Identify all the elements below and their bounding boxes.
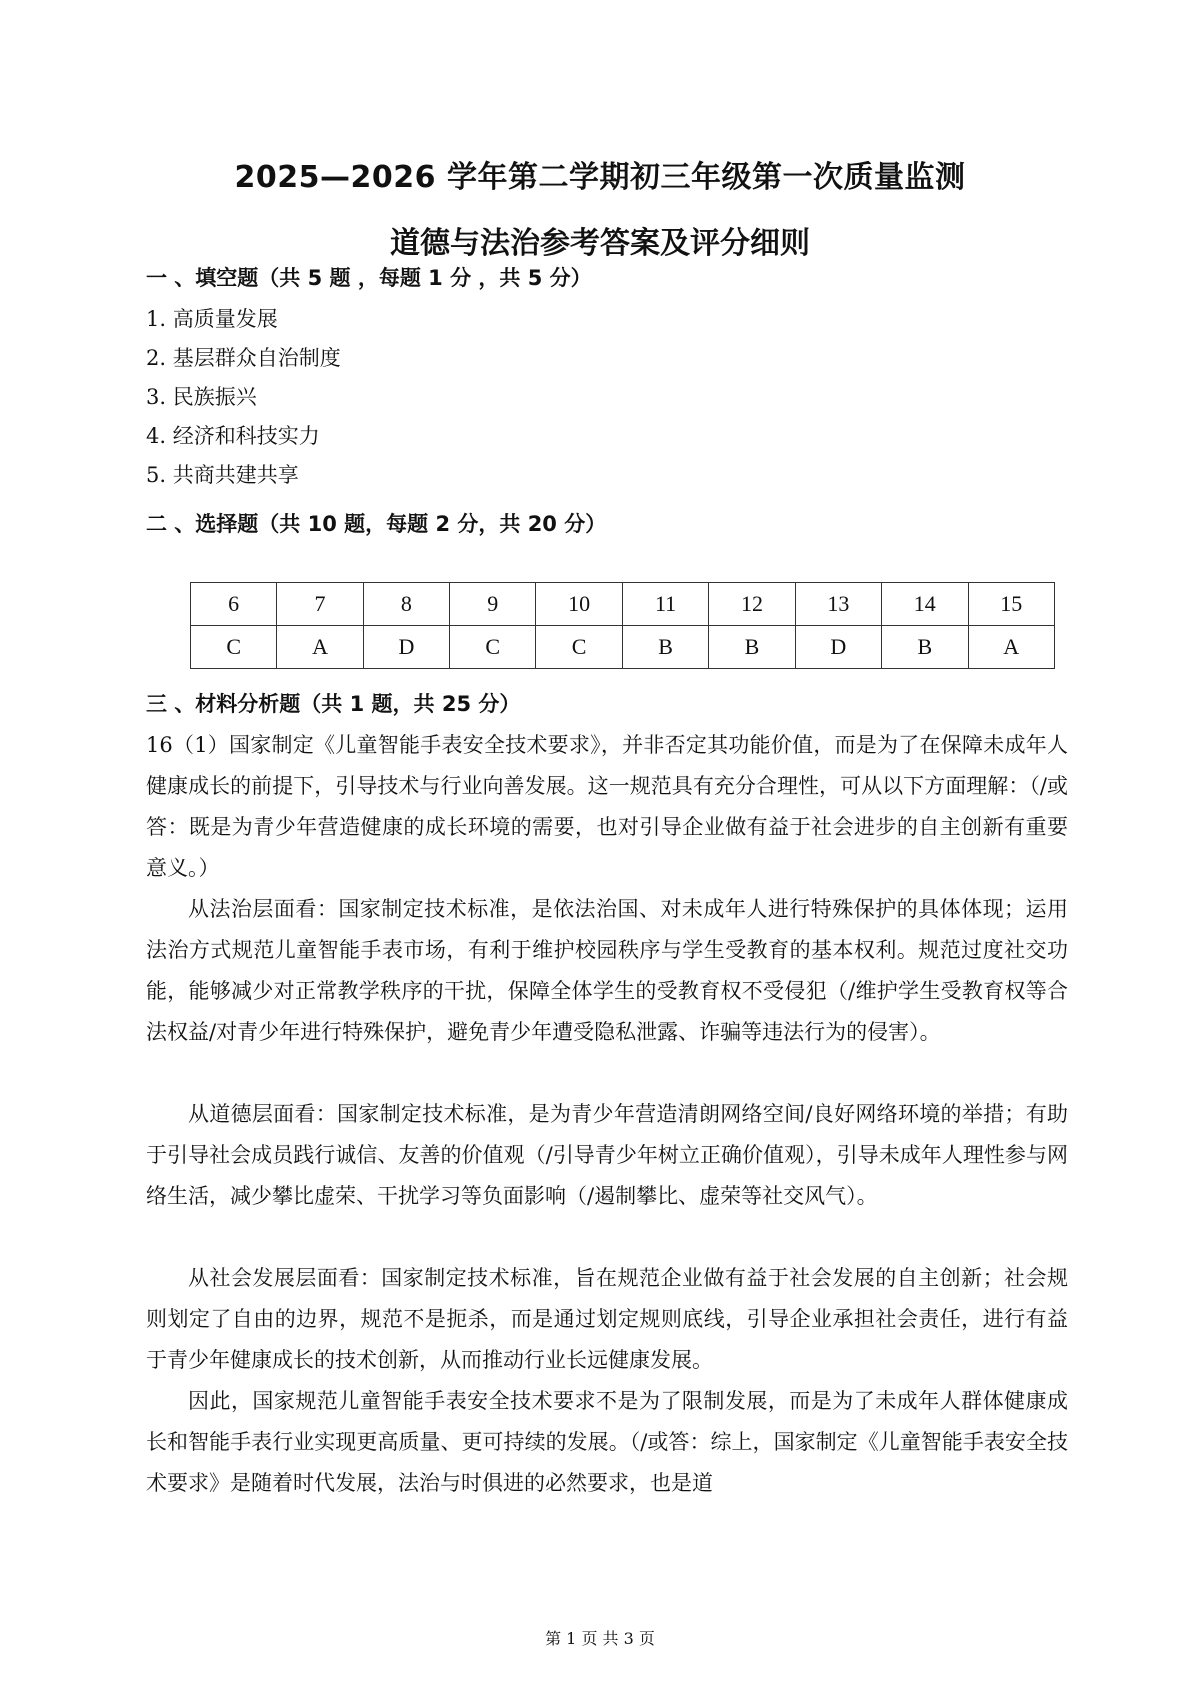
question-number: 7 [277, 583, 363, 626]
question-number: 8 [363, 583, 449, 626]
question-number: 9 [450, 583, 536, 626]
question-number: 12 [709, 583, 795, 626]
question-number: 11 [622, 583, 708, 626]
answer-cell: D [795, 626, 881, 669]
answer-cell: B [882, 626, 968, 669]
answer-row [191, 626, 1055, 669]
answer-cell: B [709, 626, 795, 669]
answer-cell: C [191, 626, 277, 669]
answer-cell: B [622, 626, 708, 669]
choice-answer-table [190, 582, 1055, 669]
answer-paragraph-society: 从社会发展层面看：国家制定技术标准，旨在规范企业做有益于社会发展的自主创新；社会规则划定了自由的边界，规范不是扼杀，而是通过划定规则底线，引导企业承担社会责任，进行有益于青少年健康成长的技术创新，从而推动行业长远健康发展。 [146, 1266, 1068, 1372]
answer-paragraph-intro: 16（1）国家制定《儿童智能手表安全技术要求》，并非否定其功能价值，而是为了在保障未成年人健康成长的前提下，引导技术与行业向善发展。这一规范具有充分合理性，可从以下方面理解：（/或答：既是为青少年营造健康的成长环境的需要，也对引导企业做有益于社会进步的自主创新有重要意义。） [146, 733, 1068, 880]
question-number: 10 [536, 583, 622, 626]
fill-answer-3: 3. 民族振兴 [146, 385, 257, 409]
answer-cell: A [277, 626, 363, 669]
document-subtitle: 道德与法治参考答案及评分细则 [390, 226, 810, 261]
page-number-footer: 第 1 页 共 3 页 [545, 1629, 655, 1648]
document-title: 2025—2026 学年第二学期初三年级第一次质量监测 [234, 160, 966, 195]
question-number: 15 [968, 583, 1055, 626]
fill-answer-2: 2. 基层群众自治制度 [146, 346, 341, 370]
question-number-row [191, 583, 1055, 626]
section1-heading: 一 、填空题（共 5 题 ，每题 1 分 ，共 5 分） [146, 266, 592, 290]
fill-answer-4: 4. 经济和科技实力 [146, 424, 320, 448]
section2-heading: 二 、选择题（共 10 题，每题 2 分，共 20 分） [146, 512, 607, 536]
answer-cell: D [363, 626, 449, 669]
answer-cell: A [968, 626, 1055, 669]
answer-paragraph-law: 从法治层面看：国家制定技术标准，是依法治国、对未成年人进行特殊保护的具体体现；运用法治方式规范儿童智能手表市场，有利于维护校园秩序与学生受教育的基本权利。规范过度社交功能，能够减少对正常教学秩序的干扰，保障全体学生的受教育权不受侵犯（/维护学生受教育权等合法权益/对青少年进行特殊保护，避免青少年遭受隐私泄露、诈骗等违法行为的侵害）。 [146, 897, 1068, 1044]
question-number: 14 [882, 583, 968, 626]
answer-paragraph-morality: 从道德层面看：国家制定技术标准，是为青少年营造清朗网络空间/良好网络环境的举措；有助于引导社会成员践行诚信、友善的价值观（/引导青少年树立正确价值观），引导未成年人理性参与网络生活，减少攀比虚荣、干扰学习等负面影响（/遏制攀比、虚荣等社交风气）。 [146, 1102, 1068, 1208]
fill-answer-1: 1. 高质量发展 [146, 307, 278, 331]
fill-answer-5: 5. 共商共建共享 [146, 463, 299, 487]
question-number: 6 [191, 583, 277, 626]
answer-paragraph-conclusion: 因此，国家规范儿童智能手表安全技术要求不是为了限制发展，而是为了未成年人群体健康成长和智能手表行业实现更高质量、更可持续的发展。（/或答：综上，国家制定《儿童智能手表安全技术要求》是随着时代发展，法治与时俱进的必然要求，也是道 [146, 1389, 1068, 1495]
answer-cell: C [536, 626, 622, 669]
section3-heading: 三 、材料分析题（共 1 题，共 25 分） [146, 692, 521, 716]
question-number: 13 [795, 583, 881, 626]
answer-cell: C [450, 626, 536, 669]
